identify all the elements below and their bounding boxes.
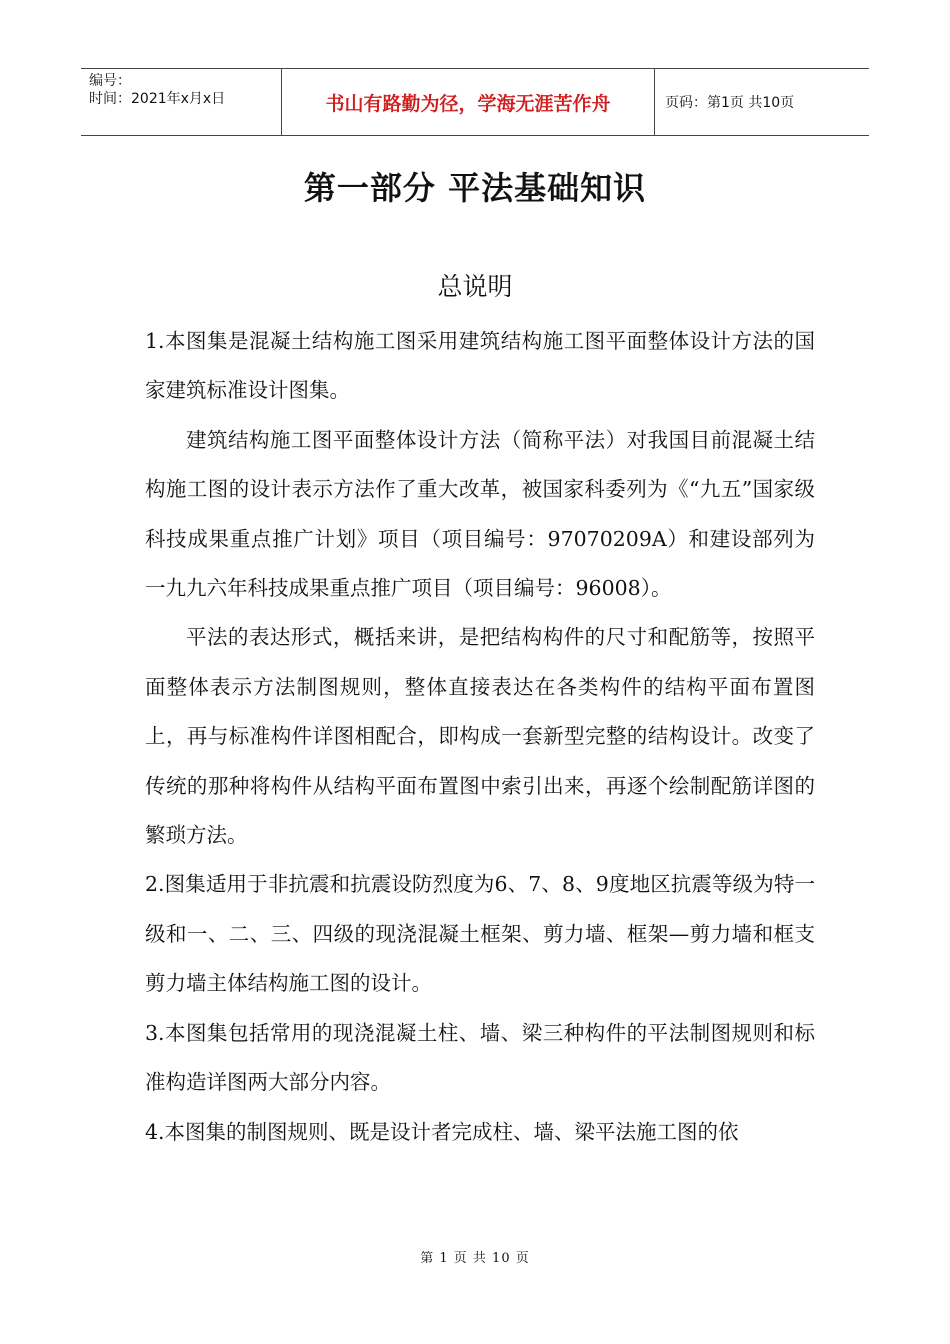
- document-title: 第一部分 平法基础知识: [303, 169, 647, 207]
- paragraph-5: 3.本图集包括常用的现浇混凝土柱、墙、梁三种构件的平法制图规则和标准构造详图两大部分内容。: [145, 1020, 815, 1095]
- paragraph-3: 平法的表达形式，概括来讲，是把结构构件的尺寸和配筋等，按照平面整体表示方法制图规则，整体直接表达在各类构件的结构平面布置图上，再与标准构件详图相配合，即构成一套新型完整的结构设计。改变了传统的那种将构件从结构平面布置图中索引出来，再逐个绘制配筋详图的繁琐方法。: [145, 625, 815, 848]
- page-footer: 第 1 页 共 10 页: [420, 1251, 530, 1266]
- paragraph-4: 2.图集适用于非抗震和抗震设防烈度为6、7、8、9度地区抗震等级为特一级和一、二、三、四级的现浇混凝土框架、剪力墙、框架—剪力墙和框支剪力墙主体结构施工图的设计。: [145, 872, 815, 996]
- section-subtitle: 总说明: [437, 272, 513, 301]
- header-time-label: 时间：2021年x月x日: [89, 91, 226, 107]
- document-body: [145, 317, 815, 1157]
- paragraph-2: 建筑结构施工图平面整体设计方法（简称平法）对我国目前混凝土结构施工图的设计表示方法作了重大改革，被国家科委列为《“九五”国家级科技成果重点推广计划》项目（项目编号：97070209A）和建设部列为一九九六年科技成果重点推广项目（项目编号：96008）。: [145, 427, 815, 601]
- paragraph-1: 1.本图集是混凝土结构施工图采用建筑结构施工图平面整体设计方法的国家建筑标准设计图集。: [145, 329, 815, 403]
- header-page-info: 页码：第1页 共10页: [665, 95, 795, 111]
- page-header: [81, 68, 869, 136]
- paragraph-6: 4.本图集的制图规则、既是设计者完成柱、墙、梁平法施工图的依: [145, 1119, 739, 1144]
- header-meta-cell: [81, 69, 282, 135]
- header-number-label: 编号：: [89, 73, 131, 89]
- header-motto: 书山有路勤为径，学海无涯苦作舟: [282, 69, 655, 135]
